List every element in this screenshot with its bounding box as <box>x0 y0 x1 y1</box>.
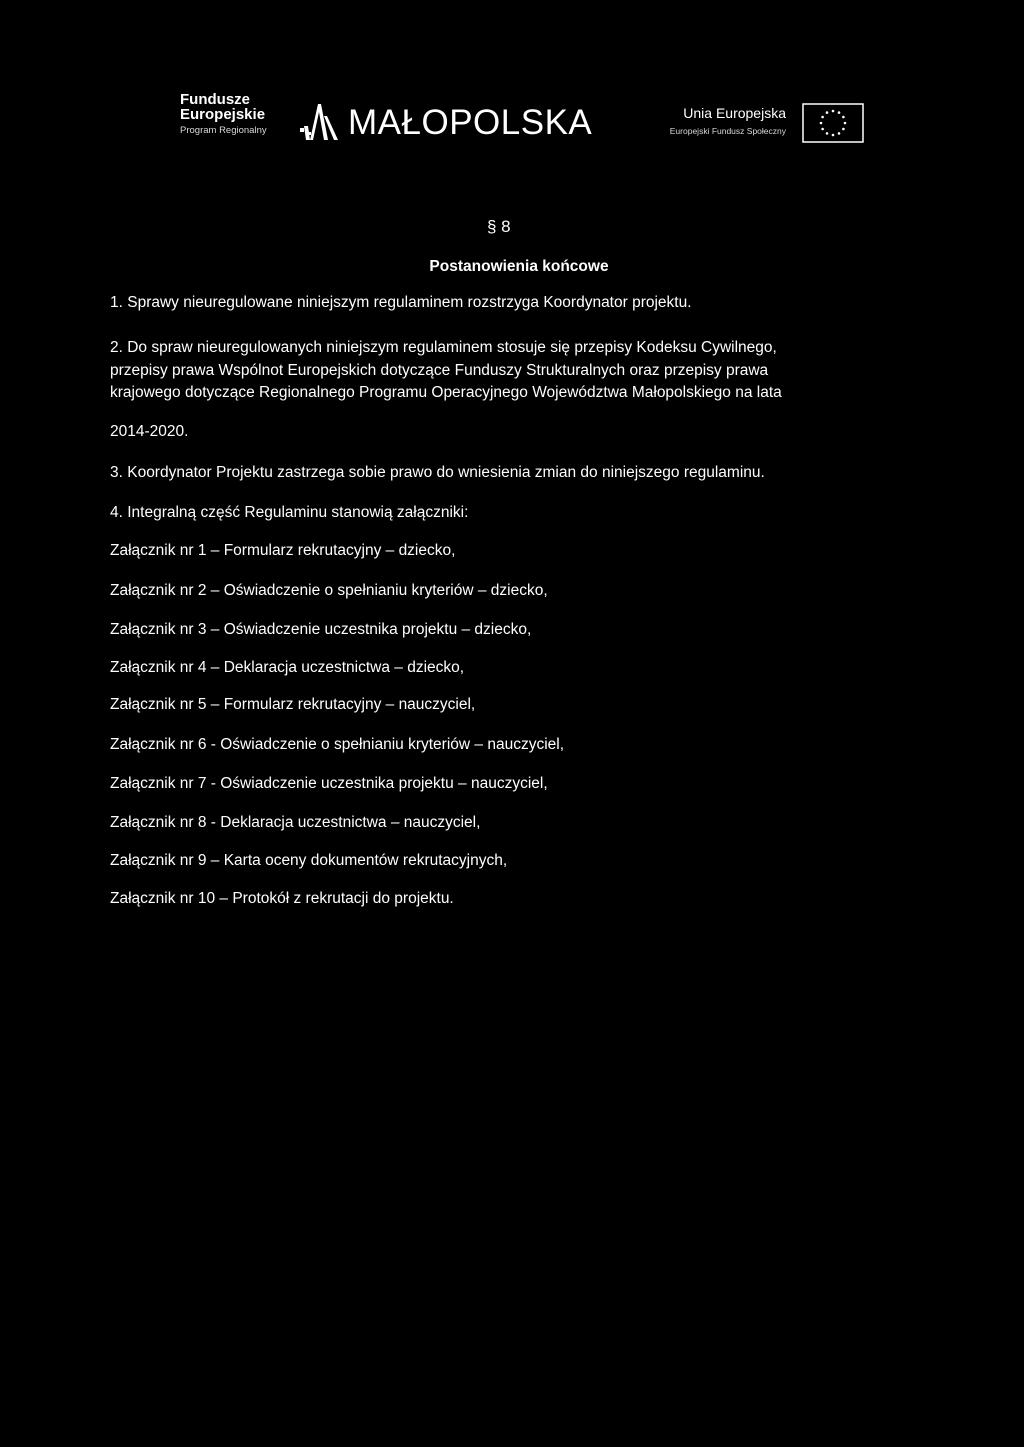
attachment-item: Załącznik nr 5 – Formularz rekrutacyjny – nauczyciel, <box>110 696 476 713</box>
unia-europejska-label <box>670 106 786 138</box>
attachment-item: Załącznik nr 8 - Deklaracja uczestnictwa – nauczyciel, <box>110 814 481 831</box>
section-number: § 8 <box>487 217 511 236</box>
paragraph-2 <box>110 337 870 443</box>
malopolska-logo <box>298 102 592 142</box>
paragraph-1: 1. Sprawy nieuregulowane niniejszym regulaminem rozstrzyga Koordynator projektu. <box>110 294 692 311</box>
fe-logo-line1: Fundusze <box>180 91 250 108</box>
malopolska-mountain-icon <box>298 102 344 142</box>
paragraph-2-line-3: krajowego dotyczące Regionalnego Programu Operacyjnego Województwa Małopolskiego na lata <box>110 384 782 401</box>
attachment-item: Załącznik nr 3 – Oświadczenie uczestnika projektu – dziecko, <box>110 621 532 638</box>
attachment-item: Załącznik nr 7 - Oświadczenie uczestnika projektu – nauczyciel, <box>110 775 548 792</box>
fundusze-europejskie-logo <box>180 92 267 138</box>
eu-flag-icon <box>802 103 864 143</box>
section-title: Postanowienia końcowe <box>429 258 609 275</box>
ue-label-line1: Unia Europejska <box>683 105 786 121</box>
paragraph-2-line-1: 2. Do spraw nieuregulowanych niniejszym regulaminem stosuje się przepisy Kodeksu Cywilnego, <box>110 339 777 356</box>
fe-logo-line3: Program Regionalny <box>180 125 267 136</box>
page-header <box>180 92 864 152</box>
paragraph-3: 3. Koordynator Projektu zastrzega sobie prawo do wniesienia zmian do niniejszego regulaminu. <box>110 464 765 481</box>
ue-label-line2: Europejski Fundusz Społeczny <box>669 126 786 136</box>
paragraph-2-line-2: przepisy prawa Wspólnot Europejskich dotyczące Funduszy Strukturalnych oraz przepisy prawa <box>110 361 769 379</box>
fe-logo-line2: Europejskie <box>180 106 266 123</box>
attachment-item: Załącznik nr 1 – Formularz rekrutacyjny – dziecko, <box>110 542 456 559</box>
malopolska-text: MAŁOPOLSKA <box>348 103 593 142</box>
paragraph-2-line-4: 2014-2020. <box>110 422 189 440</box>
attachment-item: Załącznik nr 10 – Protokół z rekrutacji do projektu. <box>110 890 454 907</box>
paragraph-4: 4. Integralną część Regulaminu stanowią załączniki: <box>110 504 469 521</box>
attachment-item: Załącznik nr 4 – Deklaracja uczestnictwa – dziecko, <box>110 659 465 676</box>
attachment-item: Załącznik nr 6 - Oświadczenie o spełnianiu kryteriów – nauczyciel, <box>110 736 565 753</box>
attachment-item: Załącznik nr 9 – Karta oceny dokumentów rekrutacyjnych, <box>110 852 508 869</box>
attachment-item: Załącznik nr 2 – Oświadczenie o spełnianiu kryteriów – dziecko, <box>110 582 548 599</box>
